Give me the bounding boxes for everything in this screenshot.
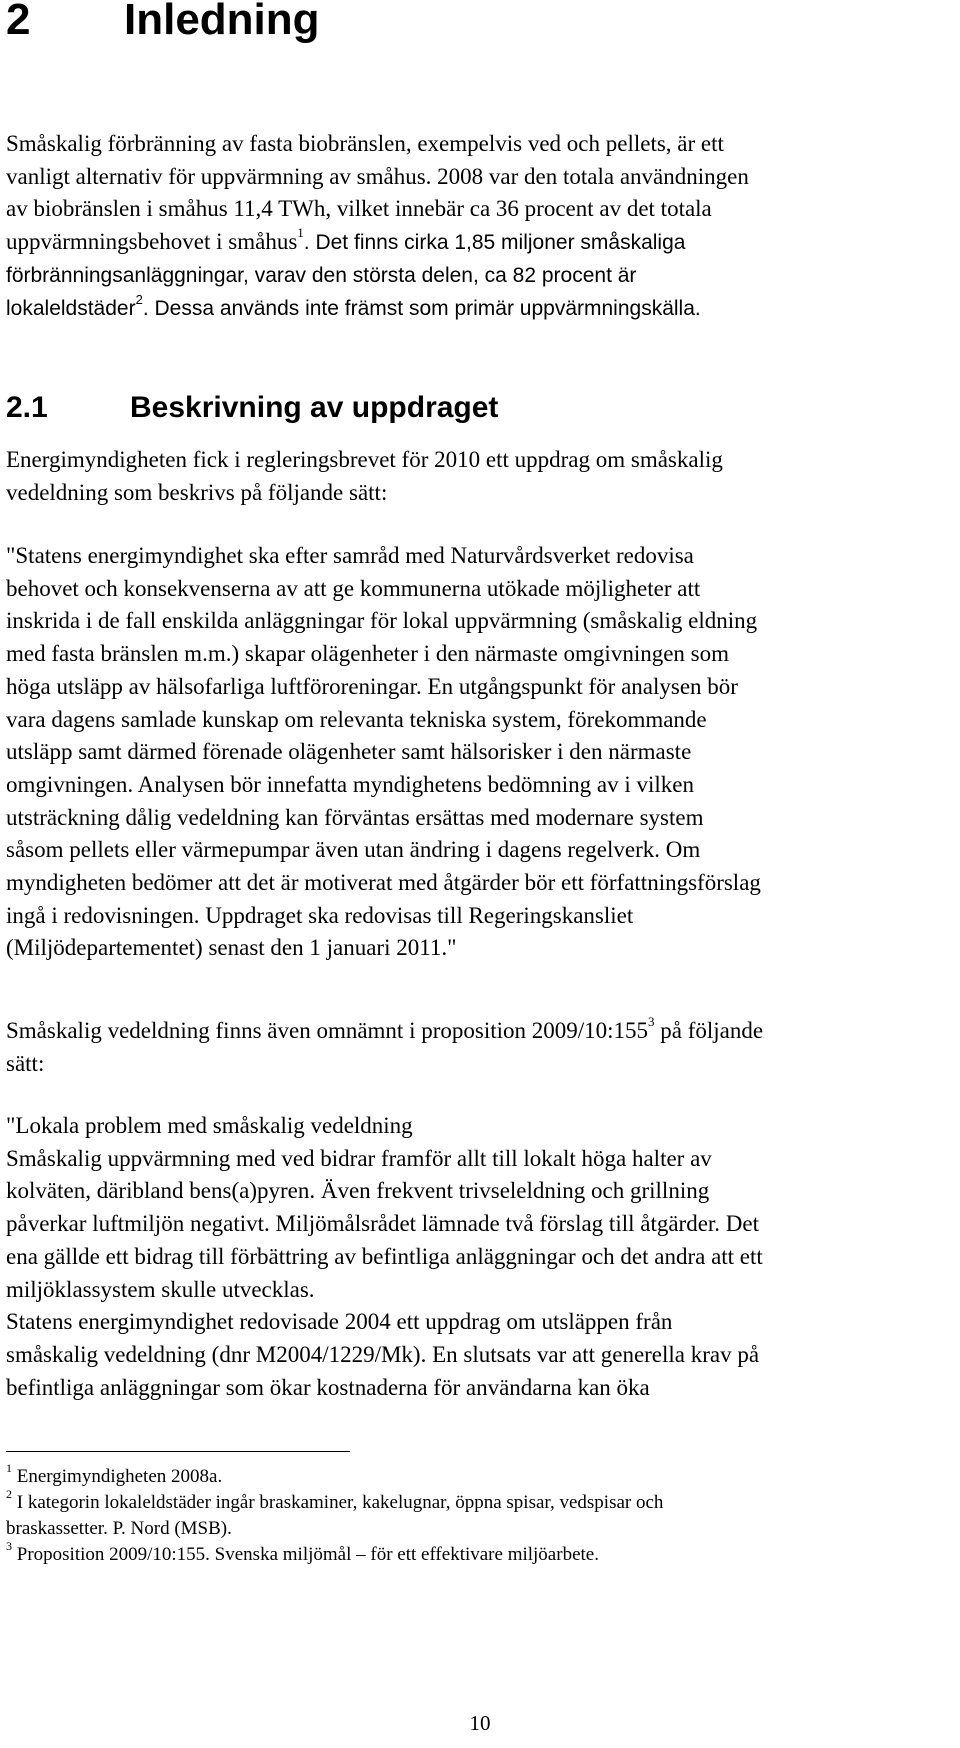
footnote-text: I kategorin lokaleldstäder ingår braskaminer, kakelugnar, öppna spisar, vedspisar och [12, 1492, 664, 1513]
chapter-number: 2 [6, 0, 31, 44]
footnote-ref: 1 [297, 225, 304, 241]
footnote-ref: 3 [648, 1014, 655, 1030]
text-line: omgivningen. Analysen bör innefatta myndighetens bedömning av i vilken [6, 771, 694, 797]
text-line: Småskalig förbränning av fasta biobränslen, exempelvis ved och pellets, är ett [6, 131, 724, 156]
chapter-title: Inledning [124, 0, 320, 44]
footnote [6, 1486, 954, 1516]
text-line [6, 293, 954, 326]
intro-paragraph [6, 128, 954, 325]
text-line: utsträckning dålig vedeldning kan förväntas ersättas med modernare system [6, 804, 704, 830]
text-line: vara dagens samlade kunskap om relevanta tekniska system, förekommande [6, 706, 707, 732]
footnote-separator [6, 1451, 350, 1452]
footnote-text: braskassetter. P. Nord (MSB). [6, 1518, 232, 1539]
text-fragment: . Dessa används inte främst som primär uppvärmningskälla. [142, 296, 701, 320]
text-line: Energimyndigheten fick i regleringsbrevet för 2010 ett uppdrag om småskalig [6, 447, 723, 472]
text-line: ingå i redovisningen. Uppdraget ska redovisas till Regeringskansliet [6, 902, 634, 928]
text-fragment: uppvärmningsbehovet i småhus [6, 229, 298, 255]
task-intro-paragraph [6, 444, 954, 509]
footnote-mark: 3 [6, 1538, 12, 1553]
chapter-heading [6, 0, 320, 46]
footnote [6, 1538, 954, 1568]
text-line [6, 226, 954, 260]
text-line: Småskalig uppvärmning med ved bidrar framför allt till lokalt höga halter av [6, 1145, 712, 1171]
footnote-text: Proposition 2009/10:155. Svenska miljömål – för ett effektivare miljöarbete. [12, 1544, 599, 1565]
text-line: såsom pellets eller värmepumpar även utan ändring i dagens regelverk. Om [6, 837, 701, 863]
page-number: 10 [469, 1711, 491, 1735]
text-line: ena gällde ett bidrag till förbättring av befintliga anläggningar och det andra att ett [6, 1243, 763, 1269]
text-line [6, 1015, 954, 1048]
text-line: befintliga anläggningar som ökar kostnaderna för användarna kan öka [6, 1374, 650, 1400]
text-line: kolväten, däribland bens(a)pyren. Även frekvent trivseleldning och grillning [6, 1178, 710, 1204]
section-heading [6, 390, 498, 426]
footnote-ref: 2 [135, 291, 143, 307]
text-line: Statens energimyndighet redovisade 2004 ett uppdrag om utsläppen från [6, 1309, 673, 1335]
text-fragment: på följande [654, 1018, 764, 1043]
text-line: utsläpp samt därmed förenade olägenheter samt hälsorisker i den närmaste [6, 739, 692, 765]
footnote-mark: 1 [6, 1460, 12, 1475]
text-fragment: . Det finns cirka 1,85 miljoner småskaliga [303, 231, 686, 255]
section-title: Beskrivning av uppdraget [130, 391, 499, 424]
footnote-text: Energimyndigheten 2008a. [12, 1466, 223, 1487]
footnote-mark: 2 [6, 1486, 12, 1501]
text-line: behovet och konsekvenserna av att ge kommunerna utökade möjligheter att [6, 575, 701, 601]
text-line: höga utsläpp av hälsofarliga luftföroreningar. En utgångspunkt för analysen bör [6, 673, 738, 699]
text-line: vedeldning som beskrivs på följande sätt: [6, 479, 388, 505]
text-line: vanligt alternativ för uppvärmning av småhus. 2008 var den totala användningen [6, 163, 749, 189]
footnote-continuation [6, 1516, 954, 1542]
text-line: "Lokala problem med småskalig vedeldning [6, 1113, 413, 1138]
footnote [6, 1460, 954, 1490]
text-line: påverkar luftmiljön negativt. Miljömålsrådet lämnade två förslag till åtgärder. Det [6, 1211, 760, 1237]
text-line: småskalig vedeldning (dnr M2004/1229/Mk). En slutsats var att generella krav på [6, 1341, 760, 1367]
quote-proposition [6, 1110, 954, 1404]
quote-regleringsbrev [6, 540, 954, 965]
text-line: myndigheten bedömer att det är motiverat med åtgärder bör ett författningsförslag [6, 870, 761, 896]
text-fragment: lokaleldstäder [6, 296, 136, 320]
text-line: av biobränslen i småhus 11,4 TWh, vilket innebär ca 36 procent av det totala [6, 196, 712, 222]
text-line: med fasta bränslen m.m.) skapar olägenheter i den närmaste omgivningen som [6, 641, 730, 667]
text-line: förbränningsanläggningar, varav den största delen, ca 82 procent är [6, 263, 637, 287]
text-line: (Miljödepartementet) senast den 1 januari 2011." [6, 935, 457, 961]
text-line: inskrida i de fall enskilda anläggningar för lokal uppvärmning (småskalig eldning [6, 608, 758, 634]
proposition-paragraph [6, 1015, 954, 1080]
text-line: miljöklassystem skulle utvecklas. [6, 1276, 315, 1302]
text-line: "Statens energimyndighet ska efter samråd med Naturvårdsverket redovisa [6, 543, 694, 568]
section-number: 2.1 [6, 391, 48, 424]
text-line: sätt: [6, 1050, 45, 1076]
text-fragment: Småskalig vedeldning finns även omnämnt i proposition 2009/10:155 [6, 1018, 649, 1043]
